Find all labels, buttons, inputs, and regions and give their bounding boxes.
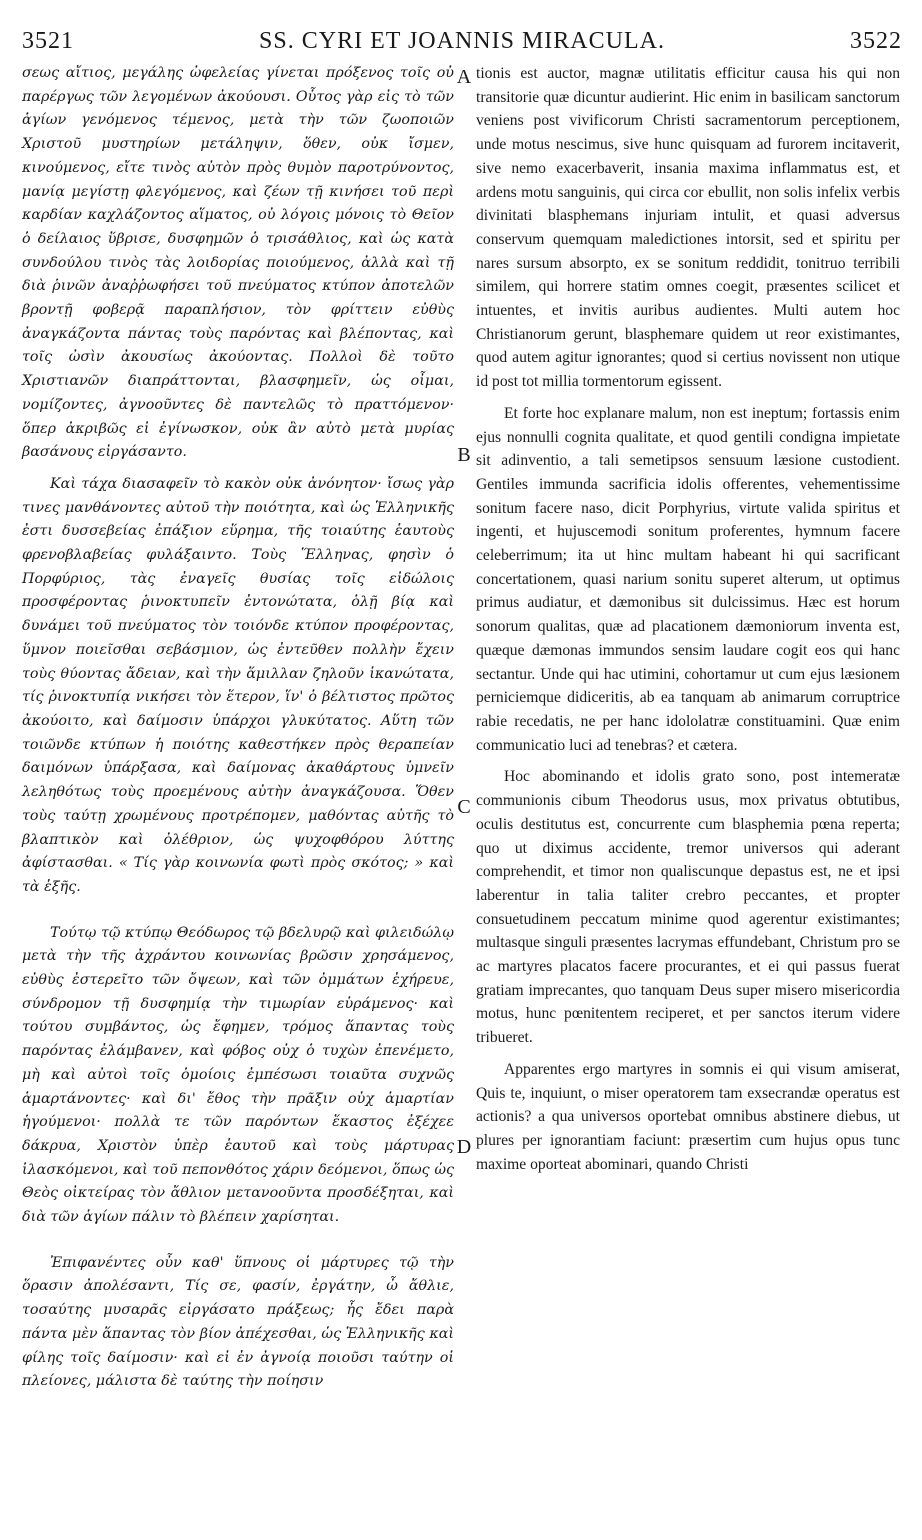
- section-marker-c: C: [457, 796, 471, 818]
- latin-paragraph-1: tionis est auctor, magnæ utilitatis efficitur causa his qui non transitorie quæ dicuntur audierint. Hic enim in basilicam sanctorum veniens post vivificorum Christi sacramentorum perceptionem, unde motus nescimus, sive hunc quisquam ad furorem incitaverit, sive nemo exacerbaverit, insania maxima inflammatus est, et ardens motu sanguinis, qui circa cor ebullit, non solis infelix verbis divinitati blasphemans injuriam intulit, et quasi adversus conservum quemquam maledictiones intorsit, sed et spiritu per nares sursum absorpto, ex se sonitum reddidit, tonitruo terribili similem, qui horrere statim omnes coegit, præsentes scilicet et intuentes, et invitis auribus audientes. Multi autem hoc Christianorum gerunt, blasphemare quidem ut reor existimantes, quod autem agitur ignorantes; quod si certius novissent non utique id post tot millia tormentorum egissent.: [476, 65, 900, 391]
- section-marker-d: D: [456, 1136, 472, 1158]
- greek-paragraph-1: σεως αἴτιος, μεγάλης ὠφελείας γίνεται πρόξενος τοῖς οὐ παρέργως τῶν λεγομένων ἀκούουσι. Οὗτος γὰρ εἰς τὸ τῶν ἁγίων γενόμενος τέμενος, μετὰ τὴν τῶν ζωοποιῶν Χριστοῦ μυστηρίων μετάληψιν, ὅθεν, οὐκ ἴσμεν, κινούμενος, εἴτε τινὸς αὐτὸν πρὸς θυμὸν παροτρύνοντος, μανίᾳ μεγίστῃ φλεγόμενος, καὶ ζέων τῇ κινήσει τοῦ περὶ καρδίαν καχλάζοντος αἵματος, οὐ λόγοις μόνοις τὸ Θεῖον ὁ δείλαιος ὕβρισε, δυσφημῶν ὁ τρισάθλιος, καὶ ὡς κατὰ συνδούλου τινὸς τὰς λοιδορίας ποιούμενος, ἀλλὰ καὶ τῇ διὰ ῥινῶν ἀναῤῥωφήσει τοῦ πνεύματος κτύπον ἀποτελῶν βροντῇ φοβερᾷ παραπλήσιον, τὸν φρίττειν εὐθὺς ἀναγκάζοντα πάντας τοὺς παρόντας καὶ βλέποντας, καὶ τοῖς ὠσὶν ἀκουσίως ἀκούοντας. Πολλοὶ δὲ τοῦτο Χριστιανῶν διαπράττονται, βλασφημεῖν, ὡς οἶμαι, νομίζοντες, ἀγνοοῦντες δὲ παντελῶς τὸ πραττόμενον· ὅπερ ἀκριβῶς εἰ ἐγίνωσκον, οὐκ ἂν αὐτὸ μετὰ μυρίας βασάνους εἰργάσαντο.: [22, 65, 454, 461]
- latin-paragraph-4: Apparentes ergo martyres in somnis ei qui visum amiserat, Quis te, inquiunt, o miser operatorem tam exsecrandæ operatus est actionis? a qua universos oportebat omnibus abstinere diebus, ut plures per ignorantiam faciunt: præsertim cum hujus opus tunc maxime oporteat abominari, quando Christi: [476, 1060, 900, 1173]
- greek-paragraph-2: Καὶ τάχα διασαφεῖν τὸ κακὸν οὐκ ἀνόνητον· ἴσως γὰρ τινες μανθάνοντες αὐτοῦ τὴν ποιότητα, καὶ ὡς Ἑλληνικῆς ἐστι δυσσεβείας ἐπάξιον εὕρημα, τῆς τοιαύτης ἑαυτοὺς φρενοβλαβείας φυλάξαιντο. Τοὺς Ἕλληνας, φησὶν ὁ Πορφύριος, τὰς ἐναγεῖς θυσίας τοῖς εἰδώλοις προσφέροντας ῥινοκτυπεῖν ἐντονώτατα, ὁλῇ βίᾳ καὶ δυνάμει τοῦ πνεύματος τὸν τοιόνδε κτύπον προφέροντας, ὕμνον ποιεῖσθαι σεβάσμιον, ὡς ἐντεῦθεν πολλὴν ἔχειν τοὺς θύοντας ἄδειαν, καὶ τὴν ἅμιλλαν ζηλοῦν ἱκανώτατα, τίς ῥινοκτυπίᾳ νικήσει τὸν ἕτερον, ἵν' ὁ βέλτιστος πρῶτος ἀκούοιτο, καὶ δαίμοσιν ὑπάρχοι γλυκύτατος. Αὕτη τῶν τοιῶνδε κτύπων ἡ ποιότης καθεστήκεν πρὸς θεραπείαν δαιμόνων ὑπάρξασα, καὶ δαίμονας ἀκαθάρτους ὑμνεῖν λεληθότως τοὺς προεμένους αὐτὴν ἀναγκάζουσα. Ὅθεν τοὺς ταύτῃ χρωμένους προτρέπομεν, μαθόντας αὐτῆς τὸ βλαπτικὸν καὶ ὀλέθριον, ὡς ψυχοφθόρου λύττης ἀφίστασθαι. « Τίς γὰρ κοινωνία φωτὶ πρὸς σκότος; » καὶ τὰ ἑξῆς.: [22, 475, 454, 895]
- greek-paragraph-3: Τούτῳ τῷ κτύπῳ Θεόδωρος τῷ βδελυρῷ καὶ φιλειδώλῳ μετὰ τὴν τῆς ἀχράντου κοινωνίας βρῶσιν χρησάμενος, εὐθὺς ἐστερεῖτο τῶν ὄψεων, καὶ τῶν ὀμμάτων ἐχήρευε, σύνδρομον τῇ δυσφημίᾳ τὴν τιμωρίαν εὑράμενος· καὶ τούτου συμβάντος, ὡς ἔφημεν, τρόμος ἅπαντας τοὺς παρόντας ἐλάμβανεν, καὶ φόβος οὐχ ὁ τυχὼν ἐπενέμετο, μὴ καὶ αὐτοὶ τοῖς ὁμοίοις ἐμπέσωσι τοιαῦτα συχνῶς ἁμαρτάνοντες· καὶ δι' ἔθος τὴν πρᾶξιν οὐχ ἁμαρτίαν ἡγούμενοι· πολλὰ τε τῶν παρόντων ἕκαστος ἐξέχεε δάκρυα, Χριστὸν ὑπὲρ ἑαυτοῦ καὶ τοὺς μάρτυρας ἱλασκόμενοι, καὶ τοῦ πεπονθότος χάριν δεόμενοι, ὅπως ὡς Θεὸς οἰκτείρας τὸν ἄθλιον μετανοοῦντα προσδέξηται, καὶ διὰ τῶν ἁγίων πάλιν τὸ βλέπειν χαρίσηται.: [22, 924, 454, 1226]
- latin-paragraph-2: Et forte hoc explanare malum, non est ineptum; fortassis enim ejus nonnulli cognita qualitate, et quod gentili condigna impietate sit adinventio, a tali semetipsos sensuum læsione custodient. Gentiles immunda sacrificia idolis offerentes, vehementissime sonitum facere naso, dicit Porphyrius, virtute valida spiritus et ingenti, et hujuscemodi sonitum proferentes, hymnum facere celeberrimum; ita ut hinc multam habeant hi qui sacrificant concertationem, quasi narium sonitu superet alterum, ut optimus primus audiatur, et dæmonibus sit dulcissimus. Hæc est horum sonorum qualitas, quæ ad placationem dæmoniorum inventa est, quæque dæmonas immundos sensim laudare cogit eos qui hanc sectantur. Unde qui hac utimini, cohortamur ut cum ejus læsionem perniciemque didiceritis, ab ea tanquam ab animarum corruptrice rabie recedatis, ne per hanc idololatræ constituamini. Quæ enim communicatio luci ad tenebras? et cætera.: [476, 404, 900, 754]
- page-number-left: 3521: [22, 28, 74, 54]
- page-number-right: 3522: [850, 28, 902, 54]
- running-header: [22, 28, 902, 62]
- greek-paragraph-4: Ἐπιφανέντες οὖν καθ' ὕπνους οἱ μάρτυρες τῷ τὴν ὅρασιν ἀπολέσαντι, Τίς σε, φασίν, ἐργάτην, ὦ ἄθλιε, τοσαύτης μυσαρᾶς εἰργάσατο πράξεως; ἧς ἔδει παρὰ πάντα μὲν ἅπαντας τὸν βίον ἀπέχεσθαι, ὡς Ἑλληνικῆς καὶ φίλης τοῖς δαίμοσιν· καὶ εἰ ἐν ἀγνοίᾳ ποιοῦσι ταύτην οἱ πλείονες, μάλιστα δὲ ταύτης τὴν ποίησιν: [22, 1254, 454, 1390]
- section-marker-a: A: [456, 66, 472, 88]
- running-title: SS. CYRI ET JOANNIS MIRACULA.: [259, 28, 665, 54]
- section-marker-b: B: [457, 444, 471, 466]
- latin-column: [476, 62, 900, 1176]
- greek-column: [22, 62, 454, 1394]
- latin-paragraph-3: Hoc abominando et idolis grato sono, post intemeratæ communionis cibum Theodorus usus, mox privatus obtutibus, oculis destitutus est, concurrente cum blasphemia pœna reperta; quo ut diximus accidente, tremor universos qui aderant comprehendit, et timor non qualiscunque depastus est, ne et ipsi laberentur in talia taliter crebro peccantes, et propter consuetudinem peccatum minime quod agerentur existimantes; multasque singuli præsentes lacrymas effundebant, Christum pro se ac martyres placatos facere procurantes, et ei qui passus fuerat gratiam imprecantes, quo tanquam Deus super misero misericordia motus, hunc pœnitentem reciperet, et per sanctos iterum videre tribueret.: [476, 768, 900, 1047]
